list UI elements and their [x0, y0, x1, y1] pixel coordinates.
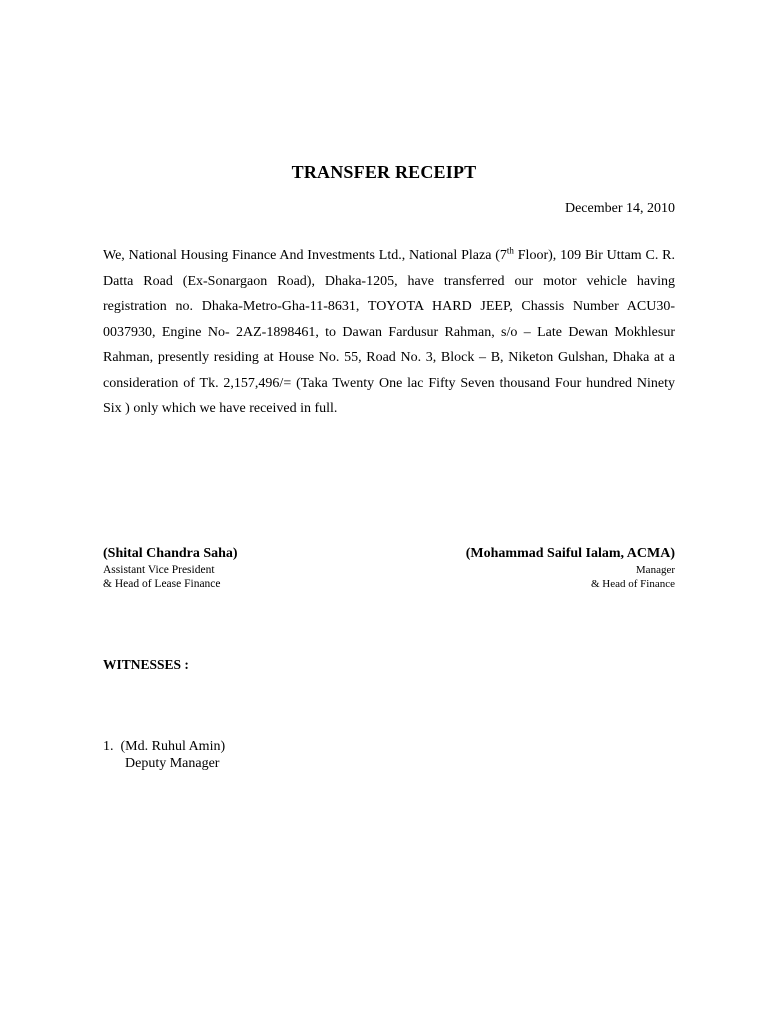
document-title: TRANSFER RECEIPT	[291, 162, 477, 182]
signatory-left-name: (Shital Chandra Saha)	[103, 546, 238, 561]
document-date: December 14, 2010	[564, 201, 675, 216]
witness-entry	[103, 738, 225, 772]
signatory-left-title-line1: Assistant Vice President	[103, 564, 215, 576]
witnesses-heading: WITNESSES :	[103, 657, 189, 672]
witness-number: 1.	[103, 739, 114, 754]
receipt-body	[103, 243, 675, 422]
witness-title: Deputy Manager	[125, 756, 220, 771]
witness-name-line	[103, 738, 225, 755]
signatory-right-title-line1: Manager	[635, 564, 675, 576]
body-text-part1: We, National Housing Finance And Investments Ltd., National Plaza (7	[103, 248, 507, 263]
signatory-right	[466, 545, 675, 591]
signatory-left	[103, 545, 238, 591]
signatory-right-name: (Mohammad Saiful Ialam, ACMA)	[465, 546, 675, 561]
body-text-part2: Floor), 109 Bir Uttam C. R. Datta Road (Ex-Sonargaon Road), Dhaka-1205, have transferred our motor vehicle having registration no. Dhaka-Metro-Gha-11-8631, TOYOTA HARD JEEP, Chassis Number ACU30-0037930, Engine No- 2AZ-1898461, to Dawan Fardusur Rahman, s/o – Late Dewan Mokhlesur Rahman, presently residing at House No. 55, Road No. 3, Block – B, Niketon Gulshan, Dhaka at a consideration of Tk. 2,157,496/= (Taka Twenty One lac Fifty Seven thousand Four hundred Ninety Six ) only which we have received in full.	[103, 248, 676, 416]
body-superscript: th	[506, 245, 514, 256]
signatory-left-title-line2: & Head of Lease Finance	[103, 578, 221, 590]
witness-name: (Md. Ruhul Amin)	[120, 739, 226, 754]
signatory-right-title-line2: & Head of Finance	[591, 578, 675, 590]
